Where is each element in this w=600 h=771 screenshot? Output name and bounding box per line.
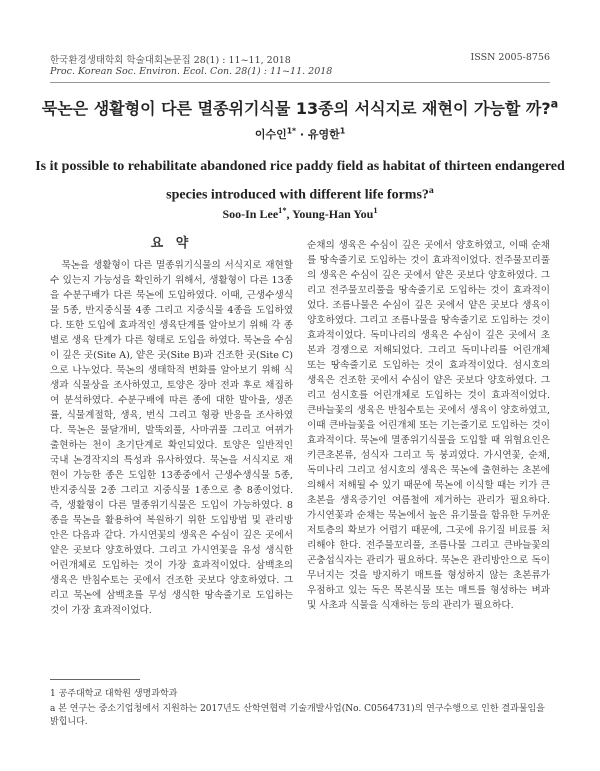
author2-en: Young-Han You	[292, 207, 374, 221]
title-english	[30, 155, 570, 208]
author1-ko: 이수인	[254, 128, 287, 141]
author1-en: Soo-In Lee	[222, 207, 279, 221]
journal-header-korean	[50, 52, 550, 66]
title-english-text: Is it possible to rehabilitate abandoned rice paddy field as habitat of thirteen endangered species introduced with different life forms?	[35, 159, 565, 203]
title-korean	[40, 96, 560, 119]
author-separator-en: ,	[286, 207, 293, 221]
header-divider	[50, 82, 550, 83]
footnote-divider	[50, 679, 140, 680]
author-separator-ko: ·	[296, 128, 308, 141]
title-korean-footnote-mark: a	[550, 97, 559, 111]
authors-korean	[0, 126, 600, 142]
abstract-paragraph-left: 묵논을 생활형이 다른 멸종위기식물의 서식지로 재현할 수 있는지 가능성을 확인하기 위해서, 생활형이 다른 13종을 수분구배가 다른 묵논에 도입하였다. 이때, 근생수생식물 5종, 반지중식물 4종 그리고 지중식물 4종을 도입하였다. 또한 도입에 효과적인 생육단계를 알아보기 위해 각 종별로 생육 단계가 다른 형태로 도입을 하였다. 묵논을 수심이 깊은 곳(Site A), 얕은 곳(Site B)과 건조한 곳(Site C)으로 나누었다. 묵논의 생태학적 변화를 알아보기 위해 식생과 식물상을 조사하였고, 토양은 장마 전과 후로 채집하여 분석하였다. 수분구배에 따른 종에 대한 발아율, 생존률, 식물계절학, 생육, 번식 그리고 형광 반응을 조사하였다. 묵논은 물달개비, 발뚝외풀, 사마귀풀 그리고 여뀌가 출현하는 천이 초기단계로 확인되었다. 토양은 일반적인 국내 논경작지의 특성과 유사하였다. 묵논을 서식지로 재현이 가능한 종은 도입한 13종중에서 근생수생식물 5종, 반지중식물 2종 그리고 지중식물 1종으로 총 8종이었다. 즉, 생활형이 다른 멸종위기식물은 도입이 가능하였다. 8종을 묵논을 활용하여 복원하기 위한 도입방법 및 관리방안은 다음과 같다. 가시연꽃의 생육은 수심이 깊은 곳에서 얕은 곳보다 양호하였다. 그리고 가시연꽃을 유성 생식한 어린개체로 도입하는 것이 가장 효과적이었다. 삼백초의 생육은 반침수토는 곳에서 건조한 곳보다 양호하였다. 그리고 묵논에 삼백초를 무성 생식한 땅속줄기로 도입하는 것이 가장 효과적이었다.	[50, 260, 294, 616]
authors-english	[0, 206, 600, 222]
author1-ko-affil: 1*	[286, 126, 297, 136]
title-english-footnote-mark: a	[428, 185, 434, 196]
footnote-funding: a 본 연구는 중소기업청에서 지원하는 2017년도 산학연협력 기술개발사업(No. C0564731)의 연구수행으로 인한 결과물임을 밝힙니다.	[50, 704, 545, 727]
abstract-left-column	[50, 236, 293, 618]
issn: ISSN 2005-8756	[470, 52, 550, 63]
author2-en-affil: 1	[373, 206, 378, 215]
author2-ko: 유영한	[307, 128, 340, 141]
author2-ko-affil: 1	[339, 126, 346, 136]
abstract-heading: 요 약	[150, 236, 193, 251]
title-korean-text: 묵논은 생활형이 다른 멸종위기식물 13종의 서식지로 재현이 가능할 까?	[41, 99, 551, 118]
abstract-right-column	[307, 238, 550, 613]
journal-name-ko: 한국환경생태학회 학술대회논문집 28(1) : 11~11, 2018	[50, 55, 291, 66]
author1-en-affil: 1*	[278, 206, 287, 215]
abstract-paragraph-right: 순채의 생육은 수심이 깊은 곳에서 양호하였고, 이때 순채를 땅속줄기로 도입하는 것이 효과적이었다. 전주물꼬리풀의 생육은 수심이 깊은 곳에서 얕은 곳보다 양호하였다. 그리고 전주물꼬리풀을 땅속줄기로 도입하는 것이 효과적이었다. 조름나물은 수심이 깊은 곳에서 얕은 곳보다 생육이 양호하였다. 그리고 조름나물을 땅속줄기로 도입하는 것이 효과적이었다. 독미나리의 생육은 수심이 깊은 곳에서 초본과 경쟁으로 저해되었다. 그리고 독미나리를 어린개체 또는 땅속줄기로 도입하는 것이 효과적이었다. 섬시호의 생육은 건조한 곳에서 수심이 얕은 곳보다 양호하였다. 그리고 섬시호를 어린개체로 도입하는 것이 효과적이었다. 큰바늘꽃의 생육은 반침수토는 곳에서 생육이 양호하였고, 이때 큰바늘꽃을 어린개체 또는 기는줄기로 도입하는 것이 효과적이다. 묵논에 멸종위기식물을 도입할 때 위협요인은 키큰초본류, 섬식자 그리고 둑 붕괴였다. 가시연꽃, 순채, 독미나리 그리고 섬시호의 생육은 묵논에 출현하는 초본에 의해서 저해될 수 있기 때문에 묵논에 이식할 때는 키가 큰 초본을 생육증기인 여름철에 제거하는 관리가 필요하다. 가시연꽃과 순채는 묵논에서 높은 유기물을 함유한 두꺼운 저토층의 확보가 어렵기 때문에, 그곳에 유기질 비료를 처리해야 한다. 전주물꼬리풀, 조름나물 그리고 큰바늘꽃의 곤충섭식자는 관리가 필요하다. 묵논은 관리방안으로 독이 무너지는 것을 방지하기 매트를 형성하지 않는 초본류가 우점하고 있는 독은 목본식물 또는 매트를 형성하는 벼과 및 사초과 식물을 식재하는 등의 관리가 필요하다.	[307, 240, 550, 611]
footnote-affiliation: 1 공주대학교 대학원 생명과학과	[50, 689, 178, 699]
journal-header-english: Proc. Korean Soc. Environ. Ecol. Con. 28(1) : 11~11. 2018	[50, 66, 333, 77]
